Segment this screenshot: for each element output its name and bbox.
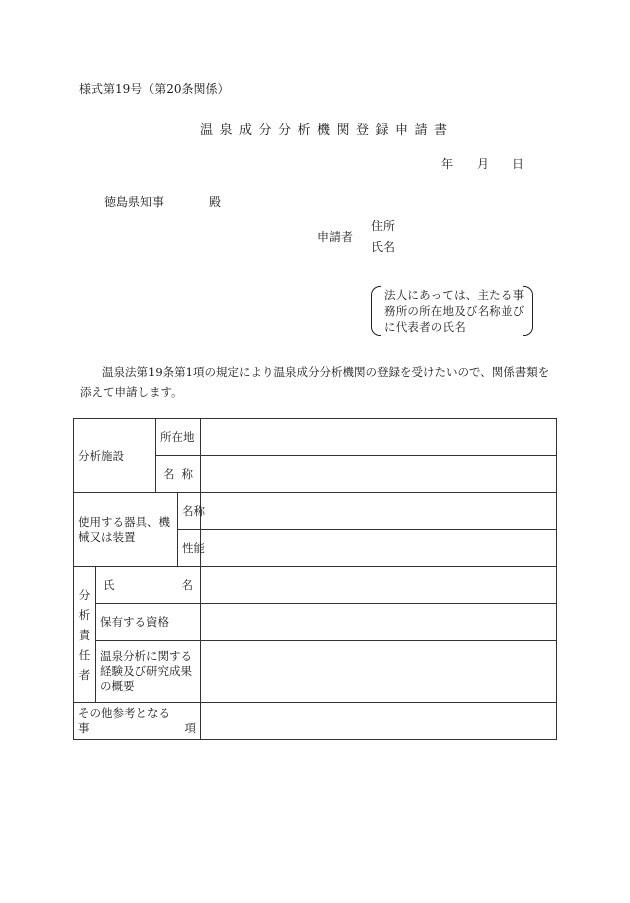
equipment-label: 使用する器具、機械又は装置 [78, 514, 170, 544]
registration-table [73, 418, 557, 740]
responsible-name-field[interactable] [201, 567, 557, 604]
equipment-name-label-a: 名 [182, 504, 194, 518]
facility-label: 分析施設 [78, 448, 124, 463]
other-label-line-2b: 項 [184, 721, 197, 735]
qualification-label: 保有する資格 [100, 615, 169, 629]
other-label-line-1: その他参考となる [78, 706, 170, 720]
corporation-note [371, 286, 533, 334]
statement-line-1: 温泉法第19条第1項の規定により温泉成分分析機関の登録を受けたいので、関係書類を [102, 365, 550, 379]
other-label-line-2a: 事 [78, 721, 90, 735]
experience-label-cell [96, 641, 201, 703]
facility-name-label-b: 称 [181, 467, 194, 481]
equipment-label-cell [74, 493, 178, 567]
equipment-performance-field[interactable] [201, 530, 557, 567]
equipment-name-label-b: 称 [193, 504, 206, 518]
facility-name-label-a: 名 [163, 467, 175, 481]
experience-field[interactable] [201, 641, 557, 703]
equipment-name-label-cell [178, 493, 206, 530]
qualification-label-cell [96, 604, 201, 641]
form-number: 様式第19号（第20条関係） [79, 82, 230, 96]
date-day-label: 日 [512, 157, 525, 171]
date-year-label: 年 [441, 157, 454, 171]
equipment-performance-label-cell [178, 530, 206, 567]
facility-location-label: 所在地 [160, 430, 195, 444]
document-title: 温泉成分分析機関登録申請書 [200, 123, 454, 138]
responsible-name-label-cell [96, 567, 201, 604]
honorific: 殿 [209, 195, 222, 209]
name-label: 氏名 [371, 240, 396, 254]
responsible-char-1: 分 [78, 587, 91, 602]
applicant-label: 申請者 [317, 230, 354, 244]
addressee: 徳島県知事 [104, 195, 165, 209]
responsible-name-label-b: 名 [181, 578, 194, 592]
facility-name-field[interactable] [201, 456, 557, 493]
experience-label: 温泉分析に関する経験及び研究成果の概要 [100, 649, 192, 693]
qualification-field[interactable] [201, 604, 557, 641]
left-bracket [371, 286, 381, 336]
other-label-cell [74, 703, 201, 740]
equipment-performance-label-a: 性 [182, 541, 194, 555]
equipment-name-field[interactable] [201, 493, 557, 530]
statement-line-2: 添えて申請します。 [80, 385, 183, 399]
facility-label-cell [74, 419, 156, 493]
application-statement [80, 362, 560, 402]
date-month-label: 月 [477, 157, 490, 171]
corporation-note-text: 法人にあっては、主たる事務所の所在地及び名称並びに代表者の氏名 [384, 288, 525, 334]
responsible-char-3: 責 [78, 627, 91, 642]
responsible-char-2: 析 [78, 607, 91, 622]
responsible-person-label-cell [74, 567, 96, 703]
responsible-char-5: 者 [78, 667, 91, 682]
facility-location-field[interactable] [201, 419, 557, 456]
other-field[interactable] [201, 703, 557, 740]
facility-name-label-cell [156, 456, 201, 493]
responsible-name-label-a: 氏 [103, 578, 115, 592]
address-label: 住所 [371, 219, 396, 233]
equipment-performance-label-b: 能 [193, 541, 206, 555]
responsible-char-4: 任 [78, 647, 91, 662]
facility-location-label-cell [156, 419, 201, 456]
